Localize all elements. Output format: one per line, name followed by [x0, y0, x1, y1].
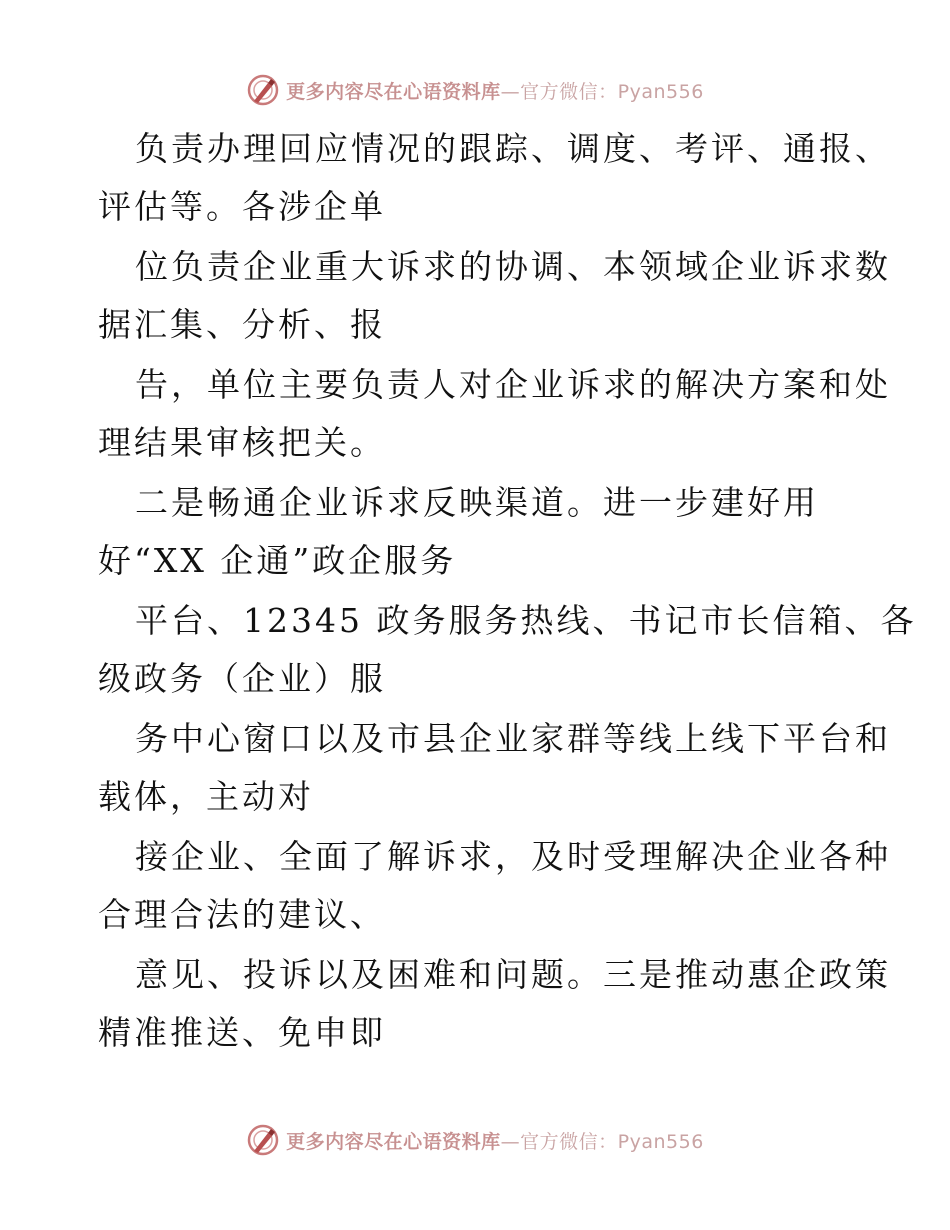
- paragraph-line: 二是畅通企业诉求反映渠道。进一步建好用: [135, 483, 819, 522]
- watermark-text: 更多内容尽在心语资料库—官方微信：Pyan556: [286, 80, 704, 103]
- watermark-footer: [0, 1120, 950, 1160]
- paragraph: [0, 946, 950, 1062]
- paragraph-line: 平台、12345 政务服务热线、书记市长信箱、各: [135, 601, 917, 640]
- paragraph-line: 位负责企业重大诉求的协调、本领域企业诉求数: [135, 247, 891, 286]
- document-body: [0, 120, 950, 1062]
- paragraph-line: 级政务（企业）服: [98, 659, 386, 698]
- paragraph: [0, 238, 950, 354]
- paragraph: [0, 120, 950, 236]
- paragraph: [0, 474, 950, 590]
- paragraph-line: 评估等。各涉企单: [98, 187, 386, 226]
- paragraph-line: 合理合法的建议、: [98, 895, 386, 934]
- paragraph-line: 据汇集、分析、报: [98, 305, 386, 344]
- paragraph: [0, 592, 950, 708]
- paragraph-line: 负责办理回应情况的跟踪、调度、考评、通报、: [135, 129, 891, 168]
- paragraph-line: 载体，主动对: [98, 777, 314, 816]
- paragraph-line: 告，单位主要负责人对企业诉求的解决方案和处: [135, 365, 891, 404]
- paragraph-line: 务中心窗口以及市县企业家群等线上线下平台和: [135, 719, 891, 758]
- paragraph: [0, 710, 950, 826]
- paragraph-line: 接企业、全面了解诉求，及时受理解决企业各种: [135, 837, 891, 876]
- paragraph-line: 好“XX 企通”政企服务: [98, 541, 457, 580]
- paragraph: [0, 356, 950, 472]
- paragraph-line: 理结果审核把关。: [98, 423, 386, 462]
- watermark-header: [0, 70, 950, 110]
- watermark-text: 更多内容尽在心语资料库—官方微信：Pyan556: [286, 1130, 704, 1153]
- paragraph: [0, 828, 950, 944]
- paragraph-line: 意见、投诉以及困难和问题。三是推动惠企政策: [135, 955, 891, 994]
- pen-logo-icon: [246, 1123, 280, 1157]
- pen-logo-icon: [246, 73, 280, 107]
- paragraph-line: 精准推送、免申即: [98, 1013, 386, 1052]
